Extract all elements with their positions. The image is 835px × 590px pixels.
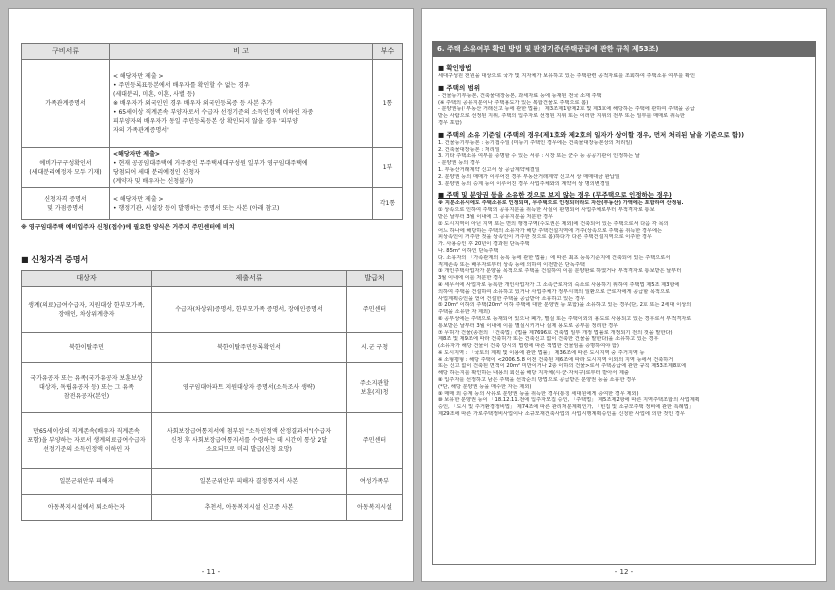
text-line: 2. 건축물대장등본 : 처리일 (438, 146, 500, 153)
remark-line: (세대분리, 미혼, 이혼, 사별 등) (113, 91, 195, 98)
target-line: 만65세이상의 직계존속(배우자 직계존속 (33, 428, 140, 435)
text-line: 3. 기타 주택소유 여부를 증명할 수 있는 서류 : 시장 또는 군수 등 공공기관이 인정하는 날 (438, 153, 640, 160)
remark-line: 당첨되어 세대 분리예정인 신청자 (113, 168, 200, 176)
remark-line: • 현재 공공임대주택에 거주중인 무주택세대구성원 일부가 영구임대주택에 (113, 159, 308, 167)
text-line: 가. 사용승인 후 20년이 경과된 단독주택 (438, 241, 530, 248)
text-line: 다. 소유자의 「가족관계의 등록 등에 관한 법률」에 따른 최초 등록기준지에 건축되어 있는 주택으로서 (438, 254, 671, 261)
target-line: 장애인, 차상위계층자 (58, 310, 115, 318)
remarks-cell (110, 60, 373, 148)
text-line: 주택을 소유한 자 제외) (438, 309, 491, 316)
submission-line: 소요되므로 미리 발급(신청 요망) (206, 446, 292, 453)
text-line: ⑥ 공부상에는 주택으로 등재되어 있으나 폐가, 멸실 또는 주택이외의 용도로 사용되고 있는 경우로서 부적격자로 (438, 315, 692, 322)
text-line: 또는 신고 없이 건축된 면적이 20m² 미만이거나 2층 이하의 건물>로서 주택공급에 관한 규칙 제53조제8호에 (438, 363, 687, 370)
table-row (22, 333, 403, 363)
text-line: 경우 포함) (438, 119, 462, 126)
text-line: - 분양권등(「부동산 거래신고 등에 관한 법률」 제3조제1항제2호 및 제3호에 해당하는 주택에 관하여 주택을 공급 (438, 106, 695, 113)
remarks-cell (110, 188, 373, 220)
text-line: (*단, 해당 분양권 등을 매수한 자는 제외) (438, 383, 532, 390)
page-number: - 11 - (201, 568, 221, 576)
target-line: 참전유공자(본인) (63, 393, 110, 400)
doc-line: 신청자격 증명서 (44, 195, 87, 203)
doc-line: (세대분리예정자 모두 기재) (29, 168, 102, 176)
text-line: ④ 세무서에 사업자로 등록한 개인사업자가 그 소속근로자의 숙소로 사용하기 위하여 주택법 제5조 제3항에 (438, 281, 680, 288)
text-line: ⑤ 20m² 이하의 주택(20m² 이하 주택에 대한 분양권 등 포함)을 소유하고 있는 경우(단, 2호 또는 2세대 이상의 (438, 302, 692, 309)
table-row (22, 495, 403, 521)
left-page (8, 8, 414, 582)
text-line: 통보받은 날부터 3월 이내에 이를 멸실시키거나 실제 용도로 공부를 정리한 경우 (438, 322, 619, 329)
text-line: 나. 85m² 이하인 단독주택 (438, 247, 499, 254)
col-header-target: 대상자 (22, 271, 152, 287)
required-documents-section (21, 43, 403, 220)
eligibility-docs-table (21, 270, 403, 521)
text-line: 1. 건물등기부등본 : 등기접수일 (미등기 주택인 경우에는 건축물대장등본상의 처리일) (438, 139, 633, 146)
remarks-cell (110, 148, 373, 188)
table-row (22, 363, 403, 413)
text-line: ① 상속으로 인하여 주택의 공유지분을 취득한 사실이 판명되어 사업주체로부터 부적격자로 통보 (438, 207, 655, 214)
submission-line: 신청 후 사회보장급여통지서를 수령하는 데 시간이 통상 2달 (170, 437, 328, 444)
right-page (421, 8, 827, 582)
text-line: 받은 날부터 3월 이내에 그 공유지분을 처분한 경우 (438, 213, 554, 220)
scope-list (438, 93, 810, 127)
target-line: 국가유공자 또는 유족(국가유공자 보훈보상 (30, 375, 143, 382)
text-line: ② 도시지역이 아닌 지역 또는 면의 행정구역(수도권은 제외)에 건축되어 있는 주택으로서 다음 각 목의 (438, 220, 669, 227)
text-line: 3. 분양권 등의 승계 등이 이루어진 경우 사업주체와의 계약서 상 명의변경일 (438, 180, 610, 187)
text-line: 제29조에 따른 가로주택정비사업이나 소규모재건축사업의 사업시행계획승인을 신청한 사업에 의한 것인 경우 (438, 411, 685, 418)
text-line: (소유자가 해당 건물이 건축 당시의 법령에 따른 적법한 건물임을 증명하여야 함) (438, 343, 619, 350)
submission-cell: 일본군위안부 피해자 결정통지서 사본 (152, 469, 347, 495)
submission-cell: 영구임대아파트 지원대상자 증명서(소득조사 생략) (152, 363, 347, 413)
section-content-box (432, 57, 816, 565)
section-title: ■ 신청자격 증명서 (21, 255, 89, 264)
doc-cell: 가족관계증명서 (22, 60, 110, 148)
target-cell (22, 413, 152, 469)
target-line: 생계(의료)급여수급자, 지원대상 한부모가족, (28, 301, 145, 309)
exclusion-title: ■ 주택 및 분양권 등을 소유한 것으로 보지 않는 경우 (무주택으로 인정하는 경우) (438, 191, 672, 200)
text-line: ※ 소형평형 : 해당 주택이 <2006.5.8 이전 건축된 제6조에 따라 도시지역 이외의 지역 등에서 건축하거 (438, 356, 674, 363)
remark-line: <해당자만 제출> (113, 150, 160, 158)
target-line: 포함)을 부양하는 자로서 생계의료급여수급자 (27, 437, 146, 444)
table-row (22, 188, 403, 220)
remark-line: • 주민등록표등본에서 배우자를 확인할 수 없는 경우 (113, 82, 250, 89)
section-header: 6. 주택 소유여부 확인 방법 및 판정기준(주택공급에 관한 규칙 제53조) (432, 41, 816, 57)
text-line: (※ 주택의 공유지분이나 주택용도가 있는 복합건물도 주택으로 봄) (438, 99, 589, 106)
issuer-cell: 아동복지시설 (347, 495, 403, 521)
text-line: - 건물등기부등본, 건축물대장등본, 과세자료 등에 등재된 전국 소재 주택 (438, 92, 602, 99)
exclusion-subnote: ※ 지분소유시에도 주택소유로 인정되며, 무주택으로 인정되더라도 자산(부동산) 가액에는 포함하여 산정됨. (438, 200, 684, 207)
text-line: 1. 부동산거래계약 신고서 상 공급계약체결일 (438, 166, 540, 173)
required-documents-table (21, 43, 403, 220)
target-cell (22, 287, 152, 333)
submission-cell: 북한이탈주민등록확인서 (152, 333, 347, 363)
col-header-count: 부수 (373, 44, 403, 60)
target-line: 선정기준의 소득인정액 이하인 자 (43, 446, 130, 453)
issuer-cell: 여성가족부 (347, 469, 403, 495)
col-header-documents: 구비서류 (22, 44, 110, 60)
form-availability-note: ※ 영구임대주택 예비입주자 신청(접수)에 필요한 양식은 거주지 주민센터에 비치 (21, 224, 235, 231)
submission-cell (152, 413, 347, 469)
remark-line: 피부양자의 배우자가 동일 주민등록등본 상 확인되지 않을 경우 '피부양 (113, 118, 298, 125)
text-line: ⑧ 입주자를 선정하고 남은 주택을 선착순의 방법으로 공급받은 분양권 등을 소유한 경우 (438, 377, 637, 384)
basis-list (438, 140, 810, 188)
issuer-line: 주소지관할 (360, 379, 389, 387)
text-line: 어느 하나에 해당하는 주택의 소유자가 해당 주택건설지역에 거주(상속으로 주택을 취득한 경우에는 (438, 227, 662, 234)
text-line: 받는 사람으로 선정된 지위, 주택의 입주자로 선정된 지위 또는 이러한 지위의 전부 또는 일부를 매매로 취득한 (438, 113, 685, 120)
text-line: 3월 이내에 이를 처분한 경우 (438, 275, 504, 282)
remark-line: • 행정기관, 시설장 등이 발행하는 증명서 또는 사본 (아래 참고) (113, 204, 280, 212)
count-cell: 1통 (373, 60, 403, 148)
table-row (22, 287, 403, 333)
count-cell: 각1통 (373, 188, 403, 220)
text-line: 직계존속 또는 배우자로부터 상속 등에 의하여 이전받은 단독주택 (438, 261, 585, 268)
submission-cell: 수급자(차상위)증명서, 한부모가족 증명서, 장애인증명서 (152, 287, 347, 333)
remark-line: < 해당자만 제출 > (113, 73, 164, 80)
text-line: 해당 하는지를 확인하는 내용의 회신을 해당 지자체(시·군·자치구)로부터 받아서 제출 (438, 370, 629, 377)
remark-line: ※ 배우자가 외국인인 경우 배우자 외국인등록증 등 사본 추가 (113, 100, 273, 107)
target-cell: 일본군위안부 피해자 (22, 469, 152, 495)
submission-cell: 추천서, 아동복지시설 신고증 사본 (152, 495, 347, 521)
scope-title: ■ 주택의 범위 (438, 83, 481, 92)
remark-line: (계약자 및 배우자는 신청불가) (113, 177, 193, 185)
issuer-cell: 주민센터 (347, 287, 403, 333)
text-line: ③ 개인주택사업자가 분양을 목적으로 주택을 건설하여 이를 분양완료 하였거나 부적격자로 통보받은 날부터 (438, 268, 682, 275)
exclusion-list (438, 207, 810, 418)
table-row (22, 148, 403, 188)
remark-line: < 해당자만 제출 > (113, 195, 164, 203)
remark-line: 자의 가족관계증명서' (113, 127, 169, 134)
table-row (22, 469, 403, 495)
text-line: ⑨ 매매 외 승계 등의 사유로 분양권 등을 취득한 경우(통칭 세대원에게 증여한 경우 제외) (438, 390, 639, 397)
doc-line: 예비가구구성확인서 (39, 159, 92, 167)
col-header-submission: 제출서류 (152, 271, 347, 287)
text-line: 피상속인이 거주한 것을 상속인이 거주한 것으로 봄)하다가 다른 주택건설지역으로 이주한 경우 (438, 234, 652, 241)
target-cell: 북한이탈주민 (22, 333, 152, 363)
doc-cell (22, 148, 110, 188)
text-line: - 분양권 등의 경우 (438, 160, 480, 167)
doc-cell (22, 188, 110, 220)
basis-title: ■ 주택의 소유 기준일 (주택의 경우(제1호와 제2호의 일자가 상이할 경우, 먼저 처리된 날을 기준으로 함)) (438, 130, 745, 139)
text-line: 의하여 주택을 건설하여 소유하고 있거나 사업주체가 정부시책의 일환으로 근로자에게 공급할 목적으로 (438, 288, 670, 295)
text-line: 승인, 「도시 및 주거환경정비법」 제74조에 따른 관리처분계획인가, 「빈집 및 소규모주택 정비에 관한 특례법」 (438, 404, 694, 411)
text-line: 사업계획승인을 얻어 건설한 주택을 공급받아 소유하고 있는 경우 (438, 295, 585, 302)
remark-line: • 65세이상 직계존속 부양자로서 수급자 선정기준의 소득인정액 이하인 자중 (113, 109, 314, 116)
eligibility-docs-section (21, 270, 403, 521)
method-title: ■ 확인방법 (438, 64, 472, 72)
issuer-cell: 주민센터 (347, 413, 403, 469)
table-row (22, 60, 403, 148)
issuer-cell (347, 363, 403, 413)
method-text: 세대구성원 전원을 대상으로 국가 및 지자체가 보유하고 있는 주택관련 공적자료를 조회하여 주택소유 여부를 확인 (438, 73, 695, 79)
target-line: 대상자, 독립유공자 등) 또는 그 유족 (39, 384, 134, 391)
target-cell (22, 363, 152, 413)
table-row (22, 413, 403, 469)
text-line: ⑦ 무허가 건물(종전의 「건축법」(법률 제7696호 건축법 일부 개정 법률로 개정되기 전의 것을 말한다) (438, 329, 673, 336)
page-number: - 12 - (614, 568, 634, 576)
text-line: ※ 도시지역 : 「국토의 계획 및 이용에 관한 법률」 제36조에 따른 도시지역 중 주거지역 등 (438, 349, 645, 356)
submission-line: 사회보장급여통지서에 첨부된 "소득인정액 산정결과서"(수급자 (166, 428, 332, 435)
issuer-line: 보훈(지)청 (360, 388, 389, 396)
text-line: 제8조 및 제9조에 따라 건축허가 또는 건축신고 없이 건축한 건물을 말한다)을 소유하고 있는 경우 (438, 336, 659, 343)
text-line: ⑩ 보유한 분양권 등이 「18.12.11.전에 입주자모집 승인, 「주택법」 제5조제2항에 따른 지역주택조합의 사업계획 (438, 397, 700, 404)
count-cell: 1부 (373, 148, 403, 188)
target-cell: 아동복지시설에서 퇴소하는자 (22, 495, 152, 521)
col-header-remarks: 비 고 (110, 44, 373, 60)
text-line: 2. 분양권 등의 매매가 이루어진 경우 부동산거래계약 신고서 상 매매대금 완납일 (438, 173, 620, 180)
doc-line: 및 가점증명서 (47, 204, 84, 212)
col-header-issuer: 발급처 (347, 271, 403, 287)
issuer-cell: 시.군 구청 (347, 333, 403, 363)
